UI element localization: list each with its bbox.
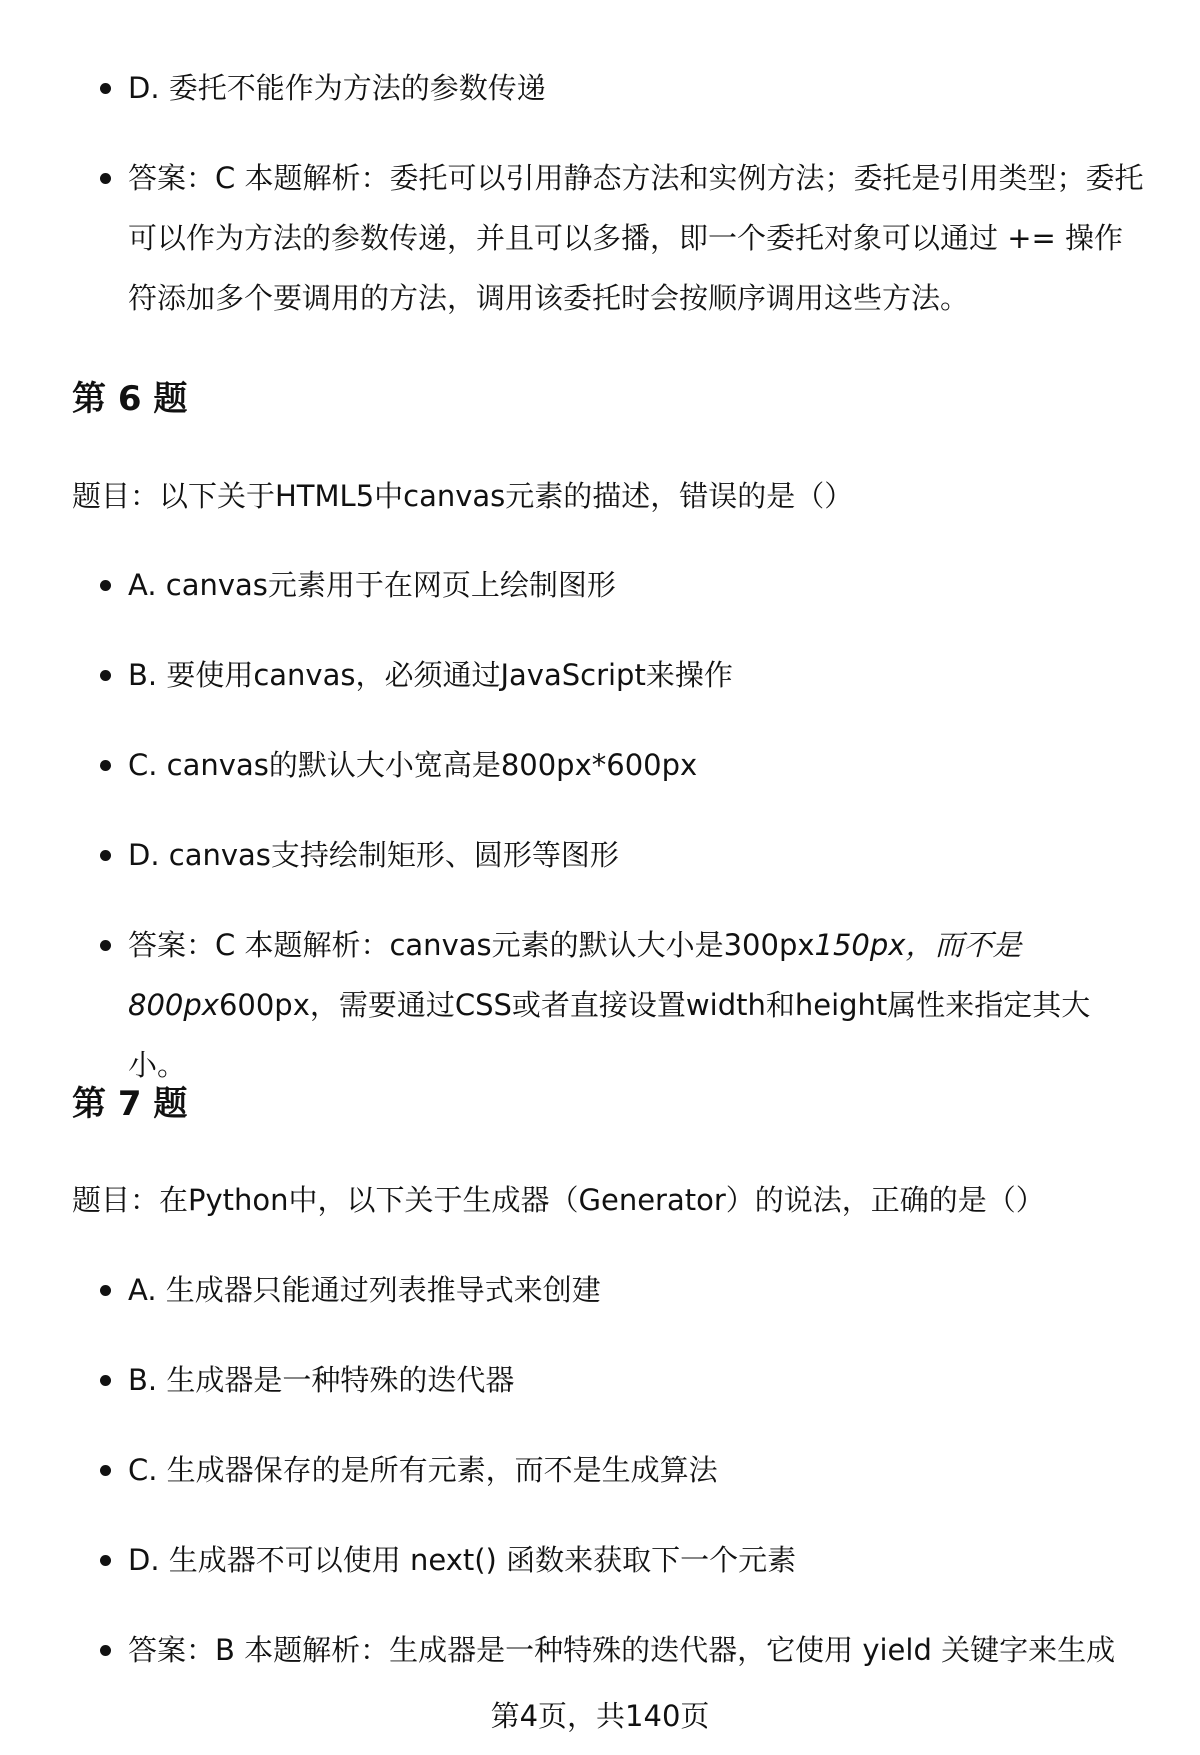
q6-option-b: B. 要使用canvas，必须通过JavaScript来操作	[128, 645, 1148, 705]
q6-heading: 第 6 题	[72, 379, 188, 419]
q5-answer: 答案：C 本题解析：委托可以引用静态方法和实例方法；委托是引用类型；委托可以作为方法的参数传递，并且可以多播，即一个委托对象可以通过 += 操作符添加多个要调用的方法，调用该委托时会按顺序调用这些方法。	[128, 148, 1148, 328]
q6-option-a: A. canvas元素用于在网页上绘制图形	[128, 555, 1148, 615]
q5-option-d: D. 委托不能作为方法的参数传递	[128, 58, 1148, 118]
q7-option-c: C. 生成器保存的是所有元素，而不是生成算法	[128, 1440, 1148, 1500]
q7-answer: 答案：B 本题解析：生成器是一种特殊的迭代器，它使用 yield 关键字来生成	[128, 1620, 1148, 1680]
q7-option-b: B. 生成器是一种特殊的迭代器	[128, 1350, 1148, 1410]
q6-option-d: D. canvas支持绘制矩形、圆形等图形	[128, 825, 1148, 885]
page-number-footer: 第4页，共140页	[490, 1699, 710, 1733]
q6-answer-italic: 150px，而不是800px	[128, 928, 1022, 1022]
q7-option-d: D. 生成器不可以使用 next() 函数来获取下一个元素	[128, 1530, 1148, 1590]
q6-option-c: C. canvas的默认大小宽高是800px*600px	[128, 735, 1148, 795]
q6-answer-part2: 600px，需要通过CSS或者直接设置width和height属性来指定其大小。	[128, 988, 1091, 1082]
q7-heading: 第 7 题	[72, 1084, 188, 1124]
q7-option-a: A. 生成器只能通过列表推导式来创建	[128, 1260, 1148, 1320]
q6-answer	[128, 915, 1148, 1095]
q6-answer-part1: 答案：C 本题解析：canvas元素的默认大小是300px	[128, 928, 815, 962]
q7-stem: 题目：在Python中，以下关于生成器（Generator）的说法，正确的是（）	[72, 1183, 1045, 1217]
q6-stem: 题目：以下关于HTML5中canvas元素的描述，错误的是（）	[72, 479, 854, 513]
